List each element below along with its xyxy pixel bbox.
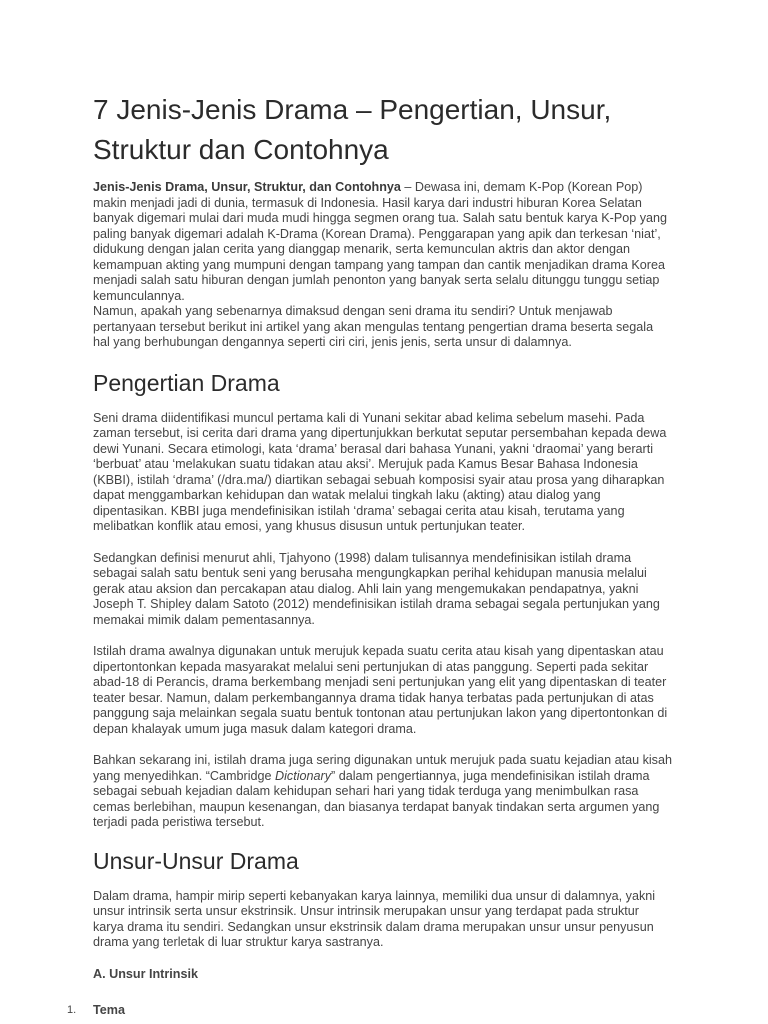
section-heading-pengertian: Pengertian Drama bbox=[93, 369, 280, 396]
p4-text-a: Bahkan sekarang ini, istilah drama juga sering digunakan untuk merujuk pada suatu kejadian atau kisah yang menyedihkan. “Cambridge bbox=[93, 753, 672, 783]
pengertian-paragraph-4 bbox=[93, 753, 673, 831]
pengertian-paragraph-3: Istilah drama awalnya digunakan untuk merujuk kepada suatu cerita atau kisah yang dipentaskan atau dipertontonkan kepada masyarakat melalui seni pertunjukan di atas panggung. Seperti pada sekitar abad-18 di Perancis, drama berkembang menjadi seni pertunjukan yang elit yang dipentaskan di teater teater besar. Namun, dalam perkembangannya drama tidak hanya terbatas pada pertunjukan di atas panggung saja melainkan segala suatu bentuk tontonan atau pertunjukan lakon yang dipertontonkan di depan khalayak umum juga masuk dalam kategori drama. bbox=[93, 644, 668, 736]
intro-bold-lead: Jenis-Jenis Drama, Unsur, Struktur, dan Contohnya bbox=[93, 180, 401, 194]
page-title: 7 Jenis-Jenis Drama – Pengertian, Unsur, Struktur dan Contohnya bbox=[93, 94, 612, 165]
intro-paragraph-1 bbox=[93, 180, 673, 304]
section-heading-unsur: Unsur-Unsur Drama bbox=[93, 847, 299, 874]
p4-text-b: ” dalam pengertiannya, juga mendefinisikan istilah drama sebagai sebuah kejadian dalam kehidupan sehari hari yang tidak terduga yang menimbulkan rasa cemas berlebihan, maupun kesenangan, dan biasanya terdapat banyak tindakan serta argumen yang terjadi pada peristiwa tersebut. bbox=[93, 768, 660, 829]
article bbox=[67, 90, 673, 1017]
unsur-paragraph-1: Dalam drama, hampir mirip seperti kebanyakan karya lainnya, memiliki dua unsur di dalamnya, yakni unsur intrinsik serta unsur ekstrinsik. Unsur intrinsik merupakan unsur yang terdapat pada struktur karya drama itu sendiri. Sedangkan unsur ekstrinsik dalam drama merupakan unsur unsur penyusun drama yang terletak di luar struktur karya sastranya. bbox=[93, 888, 656, 949]
p4-italic: Dictionary bbox=[275, 768, 332, 783]
list-item-label: Tema bbox=[93, 1002, 125, 1017]
pengertian-paragraph-2: Sedangkan definisi menurut ahli, Tjahyono (1998) dalam tulisannya mendefinisikan istilah drama sebagai salah satu bentuk seni yang berusaha mengungkapkan perihal kehidupan manusia melalui gerak atau aksion dan percakapan atau dialog. Ahli lain yang mengemukakan pendapatnya, yakni Joseph T. Shipley dalam Satoto (2012) mendefinisikan istilah drama sebagai segala pertunjukan yang memakai mimik dalam pementasannya. bbox=[93, 550, 660, 627]
intrinsik-list bbox=[67, 1002, 673, 1017]
pengertian-paragraph-1: Seni drama diidentifikasi muncul pertama kali di Yunani sekitar abad kelima sebelum masehi. Pada zaman tersebut, isi cerita dari drama yang dipertunjukkan berkutat seputar persembahan kepada dewa dewi Yunani. Secara etimologi, kata ‘drama’ berasal dari bahasa Yunani, yakni ‘draomai’ yang berarti ‘berbuat’ atau ‘melakukan suatu tidakan atau aksi’. Merujuk pada Kamus Besar Bahasa Indonesia (KBBI), istilah ‘drama’ (/dra.ma/) diartikan sebagai sebuah komposisi syair atau prosa yang diharapkan dapat menggambarkan kehidupan dan watak melalui tingkah laku (akting) atau dialog yang dipentasikan. KBBI juga mendefinisikan istilah ‘drama’ sebagai cerita atau kisah, terutama yang melibatkan konflik atau emosi, yang khusus disusun untuk pertunjukan teater. bbox=[93, 410, 667, 533]
intro-text: – Dewasa ini, demam K-Pop (Korean Pop) makin menjadi jadi di dunia, termasuk di Indonesia. Hasil karya dari industri hiburan Korea Selatan banyak digemari mulai dari muda mudi hingga segmen orang tua. Salah satu bentuk karya K-Pop yang paling banyak digemari adalah K-Drama (Korean Drama). Penggarapan yang apik dan terkesan ‘niat’, didukung dengan jalan cerita yang dianggap menarik, serta kemunculan aktris dan aktor dengan kemampuan akting yang mumpuni dengan tampang yang tampan dan cantik menjadikan drama Korea menjadi salah satu hiburan dengan jumlah penonton yang banyak serta selalu ditunggu tunggu setiap kemunculannya. bbox=[93, 180, 668, 303]
intro-paragraph-2: Namun, apakah yang sebenarnya dimaksud dengan seni drama itu sendiri? Untuk menjawab pertanyaan tersebut berikut ini artikel yang akan mengulas tentang pengertian drama beserta segala hal yang berhubungan dengannya seperti ciri ciri, jenis jenis, serta unsur di dalamnya. bbox=[93, 304, 654, 349]
list-item bbox=[67, 1002, 673, 1017]
subheading-unsur-intrinsik: A. Unsur Intrinsik bbox=[93, 966, 198, 981]
list-item-number: 1. bbox=[67, 1003, 77, 1016]
